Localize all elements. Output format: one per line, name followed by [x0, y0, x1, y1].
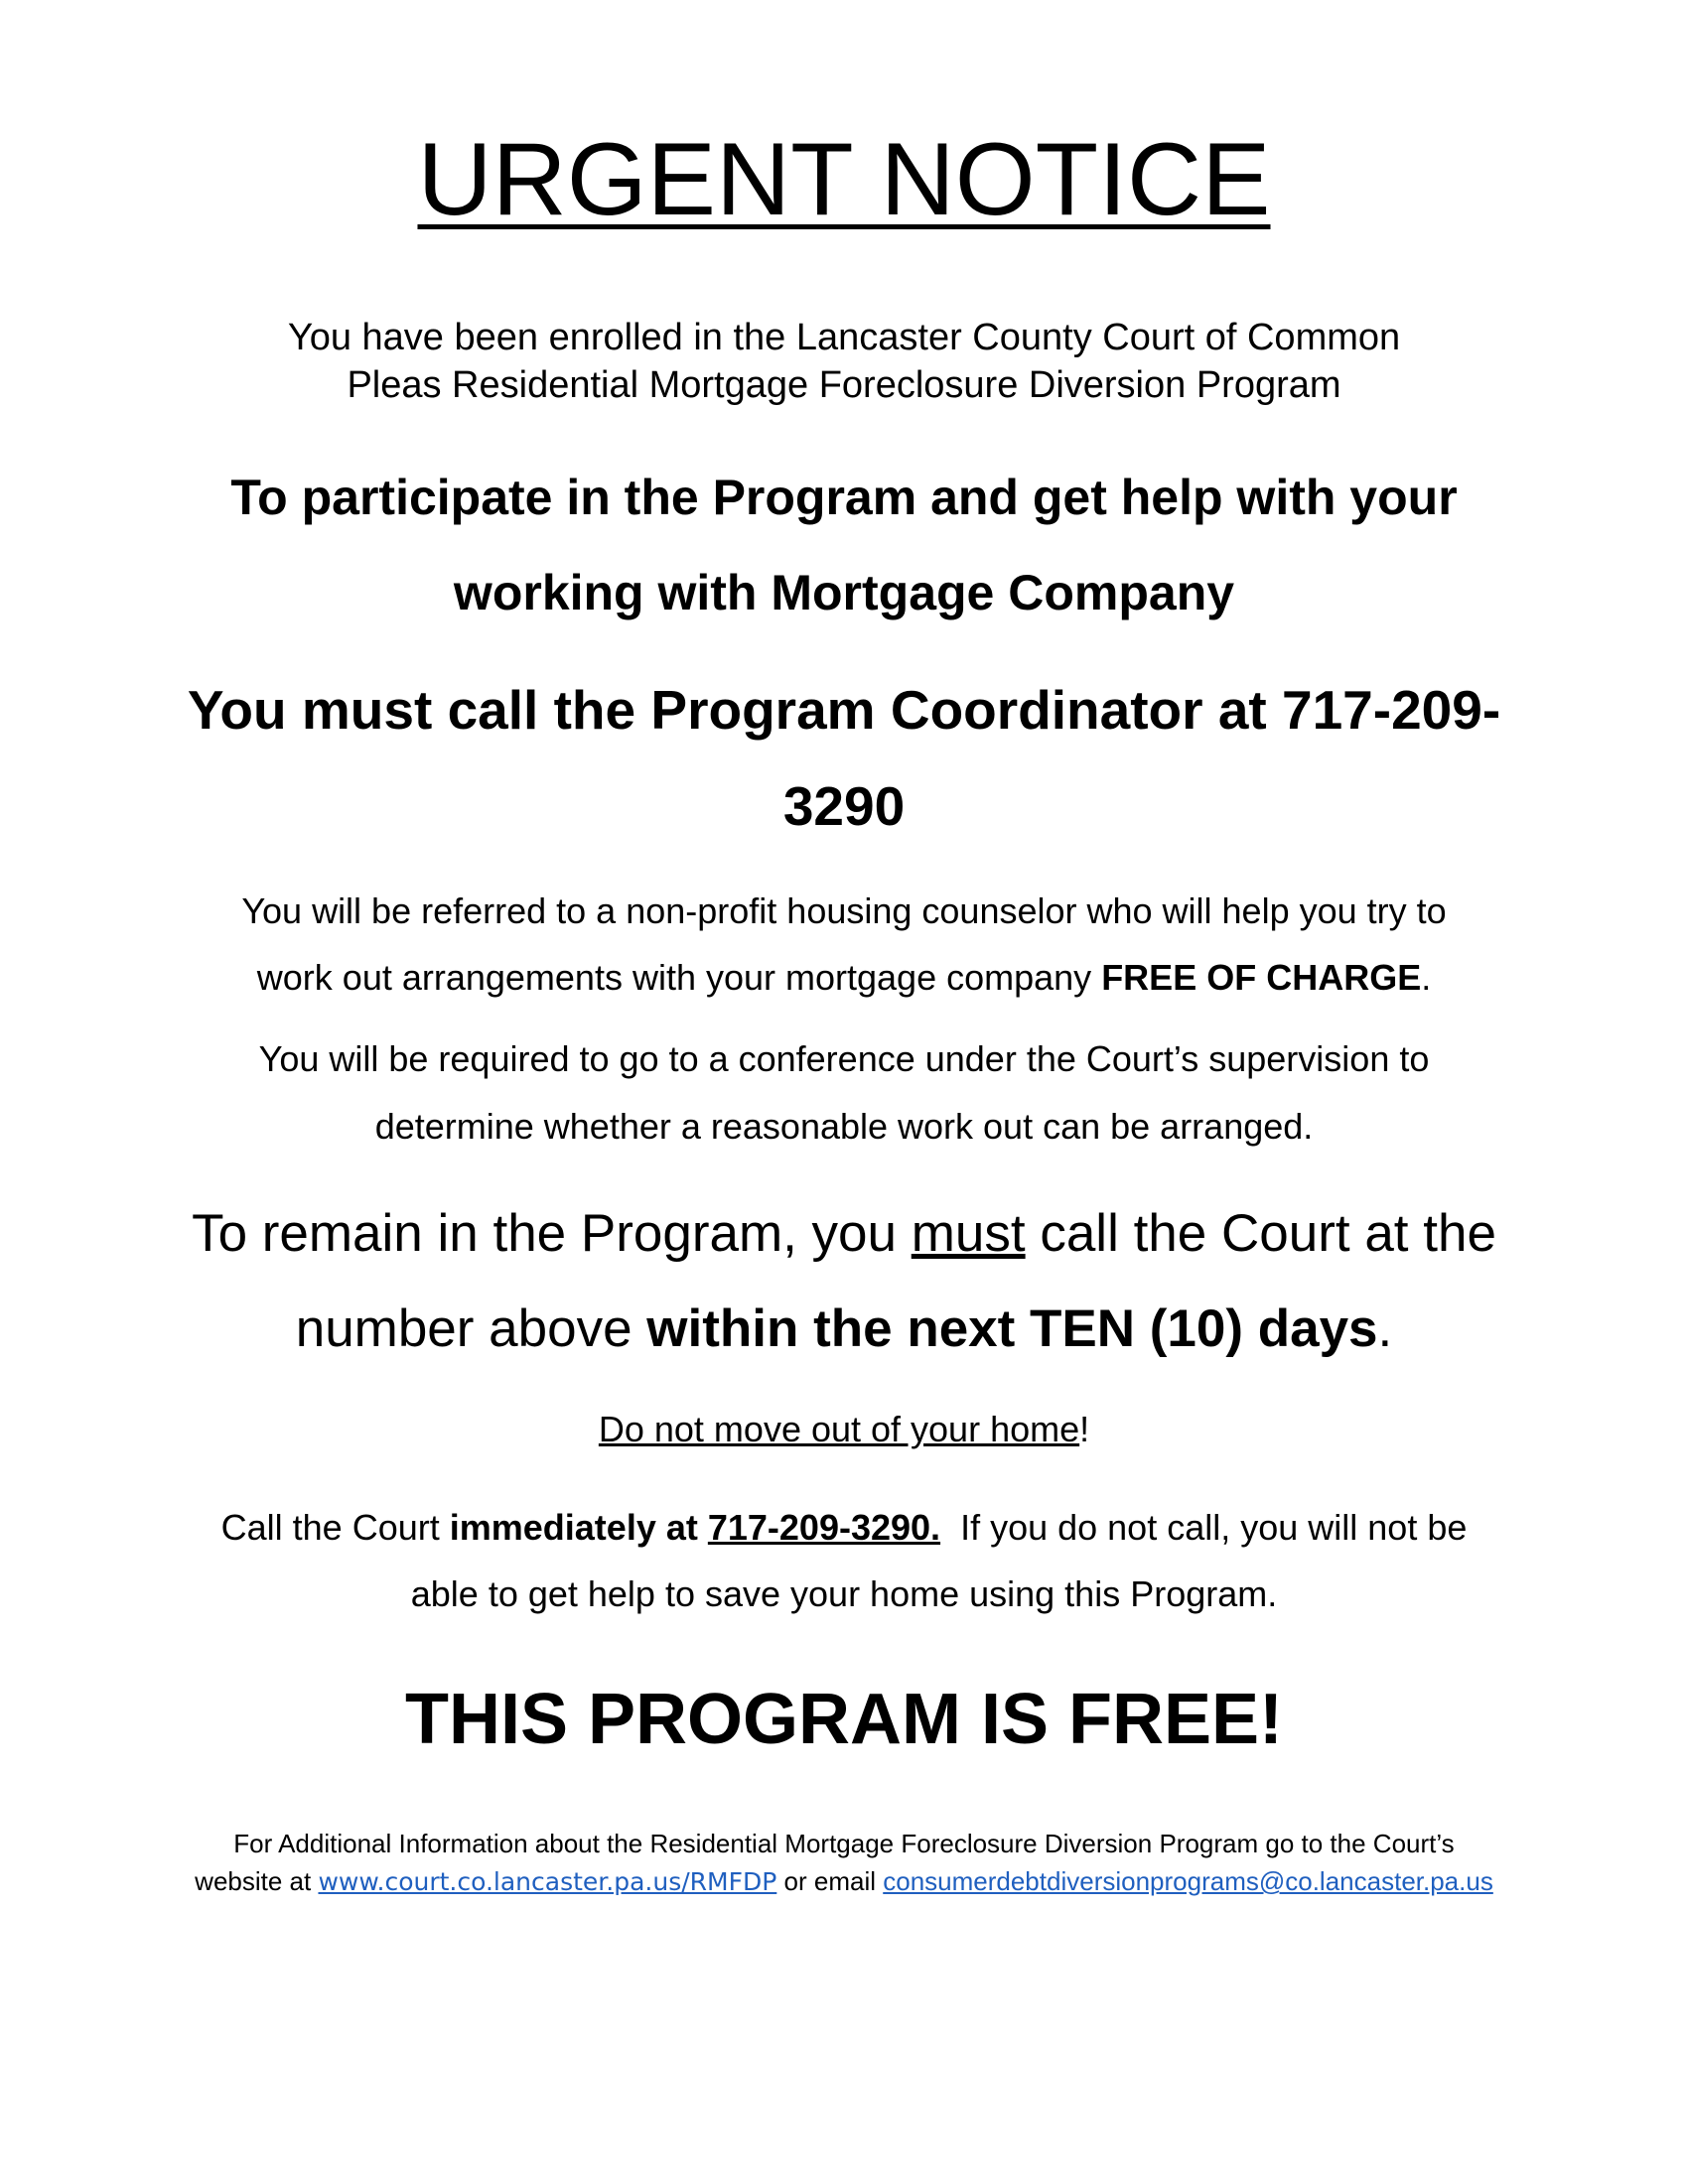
- call-court-text: Call the Court: [220, 1507, 450, 1548]
- referral-line-1: You will be referred to a non-profit housing counselor who will help you try to: [241, 890, 1447, 931]
- conference-line-1: You will be required to go to a conference under the Court’s supervision to: [258, 1038, 1430, 1079]
- call-coordinator-line-1: You must call the Program Coordinator at 717-209-: [187, 679, 1501, 741]
- remain-text-b: call the Court at the: [1025, 1204, 1496, 1263]
- footer-text-b: or email: [776, 1866, 884, 1896]
- call-court-line-2: able to get help to save your home using this Program.: [410, 1573, 1278, 1614]
- do-not-move-text: Do not move out of your home: [598, 1409, 1080, 1449]
- exclamation: !: [1079, 1409, 1090, 1449]
- call-court-line-1: [0, 1508, 1688, 1548]
- footer-text-a: website at: [195, 1866, 319, 1896]
- immediately-text: immediately at: [449, 1507, 708, 1548]
- footer-line-2: [0, 1866, 1688, 1897]
- intro-line-2: Pleas Residential Mortgage Foreclosure Diversion Program: [347, 364, 1341, 406]
- page-title: URGENT NOTICE: [417, 122, 1271, 237]
- referral-text: work out arrangements with your mortgage company: [256, 957, 1102, 998]
- period: .: [1421, 957, 1432, 998]
- referral-line-2: [0, 958, 1688, 998]
- free-of-charge-text: FREE OF CHARGE: [1101, 957, 1422, 998]
- court-phone-number: 717-209-3290.: [707, 1507, 941, 1548]
- remain-text-c: number above: [295, 1299, 647, 1358]
- ten-days-text: within the next TEN (10) days: [646, 1299, 1378, 1358]
- must-text: must: [911, 1204, 1026, 1263]
- website-link[interactable]: www.court.co.lancaster.pa.us/RMFDP: [318, 1867, 777, 1896]
- do-not-move-line: [0, 1410, 1688, 1449]
- participate-heading-line-1: To participate in the Program and get help with your: [230, 470, 1458, 525]
- conference-line-2: determine whether a reasonable work out can be arranged.: [374, 1106, 1314, 1147]
- remain-line-2: [0, 1301, 1688, 1357]
- participate-heading-line-2: working with Mortgage Company: [453, 565, 1235, 620]
- footer-line-1: For Additional Information about the Residential Mortgage Foreclosure Diversion Program go to the Court’s: [233, 1829, 1455, 1858]
- remain-line-1: [0, 1206, 1688, 1262]
- intro-line-1: You have been enrolled in the Lancaster County Court of Common: [287, 317, 1401, 358]
- call-coordinator-line-2: 3290: [782, 775, 906, 837]
- email-link[interactable]: consumerdebtdiversionprograms@co.lancaster.pa.us: [883, 1866, 1493, 1896]
- remain-text-a: To remain in the Program, you: [192, 1204, 912, 1263]
- period: .: [1377, 1299, 1393, 1358]
- call-court-warning: If you do not call, you will not be: [940, 1507, 1468, 1548]
- program-free-heading: THIS PROGRAM IS FREE!: [404, 1680, 1284, 1759]
